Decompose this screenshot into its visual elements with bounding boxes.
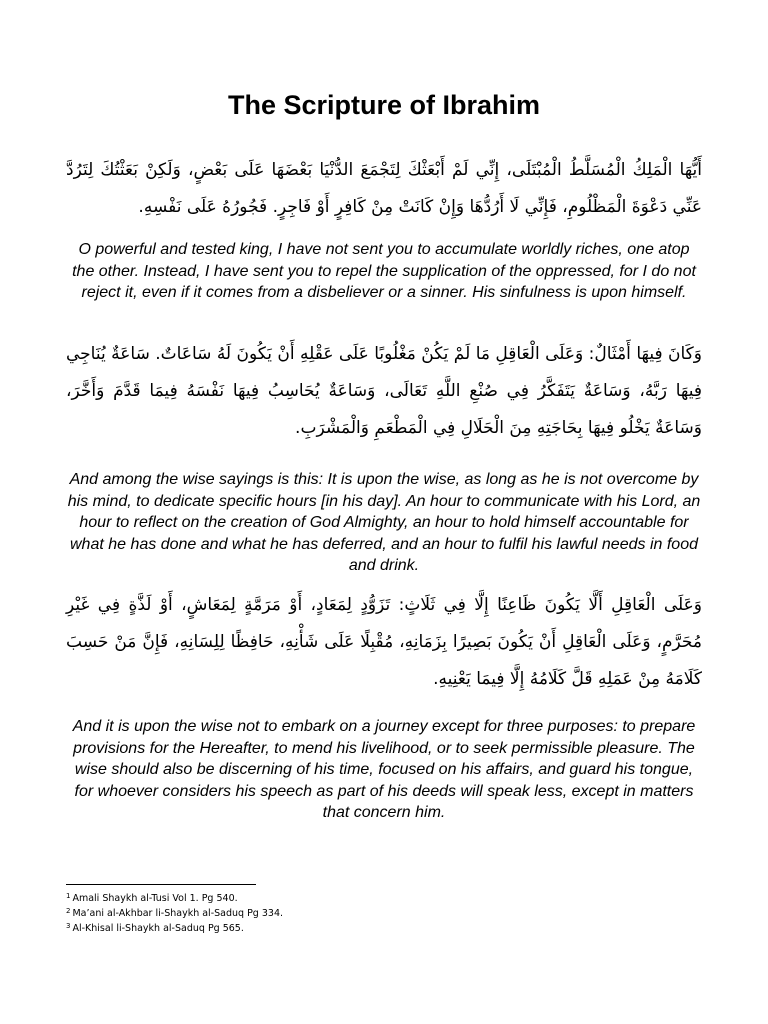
english-translation-3: And it is upon the wise not to embark on a journey except for three purposes: to prepare provisions for the Hereafter, to mend his livelihood, or to seek permissible pleasure. The wise should also be discerning of his time, focused on his affairs, and guard his tongue, for whoever considers his speech as part of his deeds will speak less, except in matters that concern him.	[72, 718, 696, 821]
footnote-text: Ma’ani al-Akhbar li-Shaykh al-Saduq Pg 334.	[72, 908, 284, 919]
footnotes	[66, 890, 566, 935]
footnote-mark: 1	[66, 892, 71, 900]
page-title: The Scripture of Ibrahim	[227, 90, 541, 120]
footnote-divider	[66, 884, 256, 885]
arabic-passage-3: وَعَلَى الْعَاقِلِ أَلَّا يَكُونَ ظَاعِنًا إِلَّا فِي ثَلَاثٍ: تَزَوُّدٍ لِمَعَادٍ، أَوْ مَرَمَّةٍ لِمَعَاشٍ، أَوْ لَذَّةٍ فِي غَيْرِ مُحَرَّمٍ، وَعَلَى الْعَاقِلِ أَنْ يَكُونَ بَصِيرًا بِزَمَانِهِ، مُقْبِلًا عَلَى شَأْنِهِ، حَافِظًا لِلِسَانِهِ، فَإِنَّ مَنْ حَسِبَ كَلَامَهُ مِنْ عَمَلِهِ قَلَّ كَلَامُهُ إِلَّا فِيمَا يَعْنِيهِ.	[66, 595, 702, 689]
footnote-mark: 2	[66, 907, 71, 915]
arabic-passage-1: أَيُّهَا الْمَلِكُ الْمُسَلَّطُ الْمُبْتَلَى، إِنِّي لَمْ أَبْعَثْكَ لِتَجْمَعَ الدُّنْيَا بَعْضَهَا عَلَى بَعْضٍ، وَلَكِنْ بَعَثْتُكَ لِتَرُدَّ عَنِّي دَعْوَةَ الْمَظْلُومِ، فَإِنِّي لَا أَرُدُّهَا وَإِنْ كَانَتْ مِنْ كَافِرٍ أَوْ فَاجِرٍ. فَجُورُهُ عَلَى نَفْسِهِ.	[66, 160, 702, 217]
footnote-text: Al-Khisal li-Shaykh al-Saduq Pg 565.	[72, 923, 244, 934]
english-translation-1: O powerful and tested king, I have not sent you to accumulate worldly riches, one atop the other. Instead, I have sent you to repel the supplication of the oppressed, for I do not reject it, even if it comes from a disbeliever or a sinner. His sinfulness is upon himself.	[72, 241, 696, 301]
arabic-passage-2: وَكَانَ فِيهَا أَمْثَالٌ: وَعَلَى الْعَاقِلِ مَا لَمْ يَكُنْ مَغْلُوبًا عَلَى عَقْلِهِ أَنْ يَكُونَ لَهُ سَاعَاتٌ. سَاعَةٌ يُنَاجِي فِيهَا رَبَّهُ، وَسَاعَةٌ يَتَفَكَّرُ فِي صُنْعِ اللَّهِ تَعَالَى، وَسَاعَةٌ يُحَاسِبُ فِيهَا نَفْسَهُ فِيمَا قَدَّمَ وَأَخَّرَ، وَسَاعَةٌ يَخْلُو فِيهَا بِحَاجَتِهِ مِنَ الْحَلَالِ فِي الْمَطْعَمِ وَالْمَشْرَبِ.	[66, 344, 702, 438]
footnote-mark: 3	[66, 922, 71, 930]
footnote-2	[66, 905, 566, 920]
footnote-3	[66, 920, 566, 935]
footnote-text: Amali Shaykh al-Tusi Vol 1. Pg 540.	[72, 893, 238, 904]
english-translation-2: And among the wise sayings is this: It is upon the wise, as long as he is not overcome by his mind, to dedicate specific hours [in his day]. An hour to communicate with his Lord, an hour to reflect on the creation of God Almighty, an hour to hold himself accountable for what he has done and what he has deferred, and an hour to fulfil his lawful needs in food and drink.	[67, 471, 701, 574]
footnote-1	[66, 890, 566, 905]
